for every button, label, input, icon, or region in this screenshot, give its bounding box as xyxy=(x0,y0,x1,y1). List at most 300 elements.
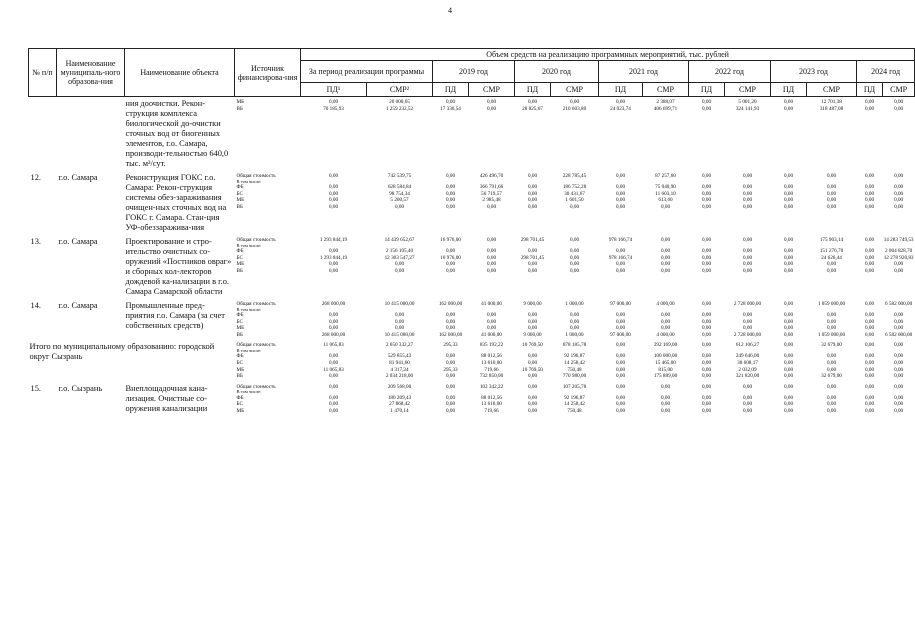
funding-source-label: ВБ xyxy=(236,373,243,380)
amount-value: 13 610,00 xyxy=(481,359,502,366)
amount-value: 0,00 xyxy=(394,325,405,332)
amount-value: 16 976,00 xyxy=(440,254,461,261)
amount-value: 0,00 xyxy=(701,311,712,318)
amount-value: 0,00 xyxy=(527,318,538,325)
amount-value: 10 769,50 xyxy=(522,366,543,373)
amount-value: 0,00 xyxy=(783,407,794,414)
amount-value: 0,00 xyxy=(826,394,837,401)
amount-value: 17 336,54 xyxy=(440,105,461,112)
row-number xyxy=(29,97,57,172)
amount-value: 0,00 xyxy=(894,190,904,197)
funding-sources xyxy=(235,340,301,381)
amount-value: 0,00 xyxy=(783,173,794,179)
header-smr: СМР xyxy=(883,83,915,97)
amount-cell xyxy=(643,97,689,172)
amount-value: 0,00 xyxy=(486,99,497,105)
amount-value: 0,00 xyxy=(701,183,712,190)
amount-value: 0,00 xyxy=(615,247,626,254)
amount-value: 0,00 xyxy=(742,311,753,318)
amount-cell xyxy=(367,171,433,235)
amount-value: 0,00 xyxy=(826,267,837,274)
amount-value: 0,00 xyxy=(328,190,339,197)
amount-value: 16 976,00 xyxy=(440,237,461,243)
amount-value: 0,00 xyxy=(864,247,875,254)
amount-value: 1 293 844,19 xyxy=(319,237,348,243)
amount-value: 612 106,27 xyxy=(735,342,760,349)
amount-value: 0,00 xyxy=(826,261,837,268)
amount-cell xyxy=(807,340,857,381)
amount-value: 0,00 xyxy=(701,173,712,179)
funding-source-label: ФБ xyxy=(236,353,244,360)
amount-value: 0,00 xyxy=(328,99,339,105)
amount-value: 0,00 xyxy=(660,254,671,261)
amount-value: 0,00 xyxy=(615,197,626,204)
amount-value: 0,00 xyxy=(615,373,626,380)
amount-value: 0,00 xyxy=(826,359,837,366)
amount-cell xyxy=(643,340,689,381)
amount-cell xyxy=(469,235,515,299)
amount-cell xyxy=(433,382,469,417)
amount-cell xyxy=(643,382,689,417)
amount-value: 0,00 xyxy=(864,301,875,307)
funding-source-label: ФБ xyxy=(236,312,244,318)
funding-source-label: Общая стоимость xyxy=(236,342,276,349)
funding-source-label: МБ xyxy=(236,261,245,268)
amount-cell xyxy=(515,382,551,417)
amount-value: 9 000,00 xyxy=(523,331,542,338)
amount-cell xyxy=(857,97,883,172)
amount-value: 2 650 332,27 xyxy=(385,342,414,349)
amount-cell xyxy=(689,171,725,235)
amount-cell xyxy=(301,171,367,235)
object-name: ния доочистки. Рекон-струкция комплекса биологической до-очистки сточных вод от биогенных элементов, г.о. Самара, производи-тельностью 640,0 тыс. м³/сут. xyxy=(125,99,229,168)
amount-value: 0,00 xyxy=(894,366,904,373)
amount-value: 10 415 000,00 xyxy=(384,301,415,307)
amount-cell xyxy=(643,235,689,299)
amount-value: 0,00 xyxy=(701,318,712,325)
table-body xyxy=(29,97,915,417)
amount-value: 0,00 xyxy=(660,261,671,268)
table-header xyxy=(29,49,915,97)
funding-source-label: ФБ xyxy=(236,394,244,401)
amount-value: 0,00 xyxy=(328,325,339,332)
amount-value: 0,00 xyxy=(701,254,712,261)
amount-value: 0,00 xyxy=(701,237,712,243)
amount-cell xyxy=(807,171,857,235)
amount-value: 0,00 xyxy=(742,318,753,325)
amount-cell xyxy=(883,235,915,299)
amount-cell xyxy=(301,299,367,340)
amount-value: 0,00 xyxy=(660,237,671,243)
amount-value: 0,00 xyxy=(864,373,875,380)
amount-value: 0,00 xyxy=(826,311,837,318)
funding-source-label: МБ xyxy=(236,197,245,204)
amount-value: 0,00 xyxy=(527,183,538,190)
amount-value: 24 626,44 xyxy=(821,254,842,261)
amount-value: 0,00 xyxy=(742,401,753,408)
amount-value: 56 719,57 xyxy=(481,190,502,197)
amount-value: 100 000,00 xyxy=(653,353,678,360)
funding-source-subnote: В том числе: xyxy=(236,242,262,248)
amount-value: 0,00 xyxy=(394,311,405,318)
amount-value: 0,00 xyxy=(864,407,875,414)
amount-value: 742 539,75 xyxy=(387,173,412,179)
amount-value: 0,00 xyxy=(615,383,626,390)
amount-value: 613,60 xyxy=(658,197,673,204)
amount-value: 0,00 xyxy=(660,383,671,390)
financing-table xyxy=(28,48,915,417)
amount-value: 0,00 xyxy=(783,311,794,318)
amount-value: 0,00 xyxy=(660,394,671,401)
amount-value: 0,00 xyxy=(894,373,904,380)
amount-value: 180 209,43 xyxy=(387,394,412,401)
amount-value: 0,00 xyxy=(615,318,626,325)
amount-value: 0,00 xyxy=(894,197,904,204)
amount-value: 1 000,00 xyxy=(565,331,584,338)
amount-value: 0,00 xyxy=(615,353,626,360)
amount-value: 4 317,24 xyxy=(390,366,409,373)
amount-value: 835 192,22 xyxy=(479,342,504,349)
row-number: 15. xyxy=(30,383,41,393)
header-year-2019: 2019 год xyxy=(433,61,515,83)
amount-value: 0,00 xyxy=(864,366,875,373)
amount-cell xyxy=(367,382,433,417)
amount-cell xyxy=(433,340,469,381)
amount-cell xyxy=(367,340,433,381)
amount-cell xyxy=(301,235,367,299)
header-pd-total: ПД¹ xyxy=(301,83,367,97)
amount-cell xyxy=(807,235,857,299)
amount-value: 0,00 xyxy=(527,173,538,179)
header-year-2021: 2021 год xyxy=(599,61,689,83)
amount-value: 0,00 xyxy=(894,383,904,390)
amount-value: 0,00 xyxy=(742,197,753,204)
funding-source-subnote: В том числе: xyxy=(236,178,262,184)
amount-value: 0,00 xyxy=(328,183,339,190)
amount-cell xyxy=(883,382,915,417)
amount-value: 0,00 xyxy=(701,394,712,401)
amount-cell xyxy=(883,171,915,235)
amount-value: 11 065,83 xyxy=(323,366,344,373)
amount-cell xyxy=(599,235,643,299)
amount-value: 88 012,56 xyxy=(481,353,502,360)
amount-value: 0,00 xyxy=(894,342,904,349)
amount-cell xyxy=(771,235,807,299)
amount-value: 0,00 xyxy=(701,105,712,112)
row-number: 12. xyxy=(30,173,41,182)
funding-source-subnote: В том числе: xyxy=(236,306,262,312)
header-smr: СМР xyxy=(725,83,771,97)
amount-value: 1 059 000,00 xyxy=(817,301,846,307)
amount-value: 32 679,00 xyxy=(821,342,842,349)
amount-value: 0,00 xyxy=(742,407,753,414)
amount-value: 0,00 xyxy=(445,373,456,380)
header-pd: ПД xyxy=(771,83,807,97)
amount-value: 97 000,00 xyxy=(610,331,631,338)
amount-value: 0,00 xyxy=(826,401,837,408)
amount-value: 0,00 xyxy=(486,105,497,112)
object-name: Проектирование и стро-ительство очистных со-оружений «Постников овраг» и сборных кол-лекторов дождевой ка-нализации в г.о. Самара Самарской области xyxy=(125,237,232,296)
amount-value: 9 000,00 xyxy=(523,301,542,307)
amount-value: 0,00 xyxy=(783,183,794,190)
amount-value: 0,00 xyxy=(701,190,712,197)
amount-value: 0,00 xyxy=(445,394,456,401)
amount-value: 0,00 xyxy=(783,99,794,105)
amount-cell xyxy=(599,299,643,340)
amount-cell xyxy=(807,97,857,172)
amount-cell xyxy=(551,171,599,235)
amount-value: 14 283 749,53 xyxy=(883,237,914,243)
amount-value: 0,00 xyxy=(569,247,580,254)
amount-cell xyxy=(367,97,433,172)
amount-value: 0,00 xyxy=(783,394,794,401)
amount-value: 0,00 xyxy=(701,267,712,274)
amount-value: 0,00 xyxy=(660,311,671,318)
header-pd: ПД xyxy=(857,83,883,97)
amount-value: 0,00 xyxy=(783,105,794,112)
amount-value: 0,00 xyxy=(701,407,712,414)
amount-value: 0,00 xyxy=(394,261,405,268)
amount-value: 1 293 844,19 xyxy=(319,254,348,261)
amount-value: 70 185,93 xyxy=(323,105,344,112)
amount-value: 5 200,57 xyxy=(390,197,409,204)
amount-value: 0,00 xyxy=(527,373,538,380)
amount-cell xyxy=(725,97,771,172)
amount-value: 24 023,74 xyxy=(610,105,631,112)
amount-value: 0,00 xyxy=(328,203,339,210)
amount-value: 0,00 xyxy=(615,359,626,366)
amount-value: 175 889,00 xyxy=(653,373,678,380)
funding-source-label: ВБ xyxy=(236,331,243,338)
amount-cell xyxy=(599,171,643,235)
amount-value: 0,00 xyxy=(742,190,753,197)
itog-label: Итого по муниципальному образованию: городской округ Сызрань xyxy=(29,342,215,362)
amount-cell xyxy=(771,340,807,381)
amount-cell xyxy=(725,235,771,299)
amount-value: 0,00 xyxy=(783,301,794,307)
amount-value: 2 985,48 xyxy=(482,197,501,204)
amount-value: 0,00 xyxy=(527,383,538,390)
funding-source-label: Общая стоимость xyxy=(236,237,276,243)
amount-value: 2 156 105,40 xyxy=(385,247,414,254)
municipality-name: г.о. Сызрань xyxy=(58,383,103,393)
amount-value: 0,00 xyxy=(615,267,626,274)
amount-value: 14 258,42 xyxy=(564,359,585,366)
amount-value: 0,00 xyxy=(569,254,580,261)
amount-value: 0,00 xyxy=(894,318,904,325)
amount-value: 4 000,00 xyxy=(656,301,675,307)
amount-value: 0,00 xyxy=(783,342,794,349)
amount-value: 0,00 xyxy=(783,197,794,204)
amount-value: 0,00 xyxy=(864,203,875,210)
amount-value: 0,00 xyxy=(783,359,794,366)
amount-cell xyxy=(515,299,551,340)
amount-value: 210 603,80 xyxy=(562,105,587,112)
amount-cell xyxy=(883,97,915,172)
amount-value: 0,00 xyxy=(826,383,837,390)
amount-value: 0,00 xyxy=(445,318,456,325)
header-year-2022: 2022 год xyxy=(689,61,771,83)
municipality-name: г.о. Самара xyxy=(58,301,98,310)
amount-value: 12 701,38 xyxy=(821,99,842,105)
amount-value: 0,00 xyxy=(701,261,712,268)
amount-cell xyxy=(771,97,807,172)
amount-value: 0,00 xyxy=(742,254,753,261)
amount-value: 0,00 xyxy=(783,254,794,261)
amount-value: 0,00 xyxy=(569,318,580,325)
amount-value: 0,00 xyxy=(894,203,904,210)
amount-value: 0,00 xyxy=(742,261,753,268)
amount-value: 0,00 xyxy=(701,301,712,307)
funding-source-label: ВБ xyxy=(236,203,243,210)
amount-value: 0,00 xyxy=(864,173,875,179)
amount-value: 815,00 xyxy=(658,366,673,373)
amount-cell xyxy=(725,299,771,340)
amount-value: 0,00 xyxy=(527,359,538,366)
amount-value: 0,00 xyxy=(894,267,904,274)
amount-value: 0,00 xyxy=(527,247,538,254)
amount-cell xyxy=(857,382,883,417)
amount-value: 0,00 xyxy=(894,311,904,318)
header-pd: ПД xyxy=(689,83,725,97)
amount-value: 0,00 xyxy=(328,394,339,401)
amount-cell xyxy=(689,97,725,172)
amount-value: 0,00 xyxy=(894,173,904,179)
amount-value: 0,00 xyxy=(527,267,538,274)
amount-value: 0,00 xyxy=(615,366,626,373)
amount-cell xyxy=(367,235,433,299)
header-smr: СМР xyxy=(469,83,515,97)
amount-cell xyxy=(643,171,689,235)
amount-value: 209 568,00 xyxy=(387,383,412,390)
funding-source-label: БС xyxy=(236,190,243,197)
amount-value: 0,00 xyxy=(445,325,456,332)
amount-value: 0,00 xyxy=(328,261,339,268)
amount-value: 0,00 xyxy=(864,183,875,190)
amount-value: 0,00 xyxy=(864,237,875,243)
amount-value: 0,00 xyxy=(701,197,712,204)
funding-source-label: БС xyxy=(236,318,243,325)
amount-value: 0,00 xyxy=(742,183,753,190)
amount-value: 0,00 xyxy=(527,325,538,332)
amount-cell xyxy=(771,382,807,417)
amount-value: 0,00 xyxy=(783,366,794,373)
amount-value: 0,00 xyxy=(783,190,794,197)
amount-value: 750,48 xyxy=(567,407,582,414)
amount-value: 0,00 xyxy=(328,197,339,204)
amount-value: 30 431,67 xyxy=(564,190,585,197)
amount-value: 0,00 xyxy=(527,190,538,197)
funding-source-label: Общая стоимость xyxy=(236,383,276,390)
amount-value: 0,00 xyxy=(864,254,875,261)
amount-value: 0,00 xyxy=(826,366,837,373)
amount-value: 978 166,74 xyxy=(608,237,633,243)
amount-cell xyxy=(551,97,599,172)
amount-value: 0,00 xyxy=(569,311,580,318)
amount-value: 0,00 xyxy=(742,203,753,210)
amount-value: 0,00 xyxy=(615,203,626,210)
amount-value: 0,00 xyxy=(527,407,538,414)
amount-value: 0,00 xyxy=(445,197,456,204)
amount-value: 0,00 xyxy=(864,342,875,349)
amount-value: 0,00 xyxy=(701,331,712,338)
amount-value: 0,00 xyxy=(894,261,904,268)
amount-value: 0,00 xyxy=(328,359,339,366)
amount-value: 0,00 xyxy=(445,353,456,360)
table-row xyxy=(29,340,915,381)
header-period: За период реализации программы xyxy=(301,61,433,83)
amount-value: 0,00 xyxy=(894,407,904,414)
amount-value: 0,00 xyxy=(783,267,794,274)
amount-value: 81 941,60 xyxy=(389,359,410,366)
amount-value: 75 040,90 xyxy=(655,183,676,190)
amount-value: 1 000,00 xyxy=(565,301,584,307)
funding-source-label: ФБ xyxy=(236,184,244,190)
amount-value: 6 582 000,00 xyxy=(884,301,913,307)
funding-sources xyxy=(235,299,301,340)
amount-value: 0,00 xyxy=(894,359,904,366)
amount-cell xyxy=(689,299,725,340)
amount-value: 0,00 xyxy=(445,359,456,366)
amount-cell xyxy=(469,97,515,172)
amount-value: 298 701,45 xyxy=(520,237,545,243)
amount-value: 0,00 xyxy=(660,407,671,414)
amount-value: 0,00 xyxy=(486,318,497,325)
amount-value: 10 415 000,00 xyxy=(384,331,415,338)
amount-value: 0,00 xyxy=(445,401,456,408)
amount-value: 0,00 xyxy=(486,237,497,243)
amount-value: 0,00 xyxy=(615,311,626,318)
amount-value: 0,00 xyxy=(701,373,712,380)
amount-value: 0,00 xyxy=(742,267,753,274)
amount-value: 0,00 xyxy=(701,247,712,254)
amount-value: 11 603,10 xyxy=(655,190,676,197)
amount-value: 0,00 xyxy=(569,203,580,210)
amount-value: 0,00 xyxy=(328,311,339,318)
amount-value: 0,00 xyxy=(864,261,875,268)
amount-cell xyxy=(301,340,367,381)
amount-value: 2 388,07 xyxy=(656,99,675,105)
amount-cell xyxy=(515,171,551,235)
amount-value: 0,00 xyxy=(569,261,580,268)
amount-value: 0,00 xyxy=(864,383,875,390)
funding-source-label: ВБ xyxy=(236,105,243,112)
amount-value: 32 679,00 xyxy=(821,373,842,380)
amount-value: 2 728 000,00 xyxy=(733,301,762,307)
amount-value: 2 032,09 xyxy=(738,366,757,373)
amount-value: 0,00 xyxy=(864,394,875,401)
amount-value: 321 820,00 xyxy=(735,373,760,380)
header-num: № п/п xyxy=(29,49,57,97)
amount-value: 0,00 xyxy=(445,247,456,254)
amount-value: 324 141,93 xyxy=(735,105,760,112)
amount-value: 0,00 xyxy=(569,99,580,105)
funding-source-label: МБ xyxy=(236,407,245,414)
amount-cell xyxy=(689,235,725,299)
amount-value: 0,00 xyxy=(527,394,538,401)
amount-value: 0,00 xyxy=(486,203,497,210)
table-row xyxy=(29,235,915,299)
funding-source-label: ВБ xyxy=(236,267,243,274)
amount-value: 0,00 xyxy=(660,247,671,254)
amount-cell xyxy=(807,382,857,417)
amount-value: 2 004 828,70 xyxy=(884,247,913,254)
header-year-2020: 2020 год xyxy=(515,61,599,83)
amount-value: 366 791,66 xyxy=(479,183,504,190)
amount-cell xyxy=(771,299,807,340)
object-name: Промышленные пред-приятия г.о. Самара (за счет собственных средств) xyxy=(125,301,225,330)
funding-sources xyxy=(235,382,301,417)
